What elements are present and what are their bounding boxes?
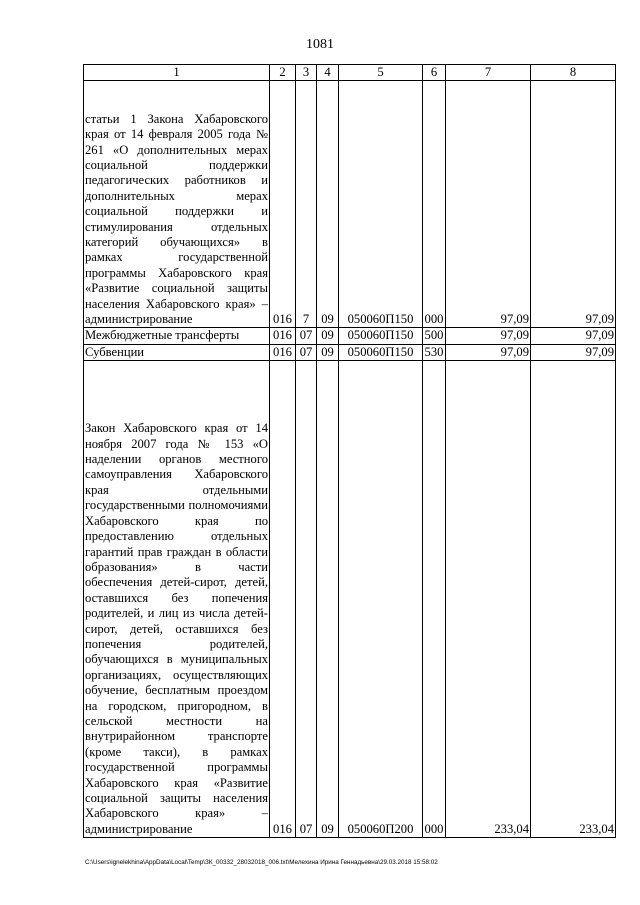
row-name-cell — [84, 328, 270, 344]
column-header: 3 — [296, 65, 317, 81]
amount-2020: 233,04 — [531, 361, 616, 838]
column-header: 4 — [317, 65, 339, 81]
amount-2020: 97,09 — [531, 344, 616, 360]
amount-2020: 97,09 — [531, 81, 616, 328]
ministry-code: 016 — [270, 361, 296, 838]
amount-2019: 97,09 — [446, 344, 531, 360]
expense-type-code: 000 — [423, 361, 446, 838]
row-name: Субвенции — [85, 344, 145, 359]
section-code: 07 — [296, 328, 317, 344]
column-header: 8 — [531, 65, 616, 81]
amount-2019: 97,09 — [446, 328, 531, 344]
subsection-code: 09 — [317, 361, 339, 838]
column-header: 1 — [84, 65, 270, 81]
row-name-cell — [84, 344, 270, 360]
expense-type-code: 530 — [423, 344, 446, 360]
table-row — [84, 81, 616, 328]
column-header: 6 — [423, 65, 446, 81]
row-name: Межбюджетные трансферты — [85, 328, 240, 343]
row-name-cell — [84, 81, 270, 328]
page-number: 1081 — [306, 37, 334, 52]
expense-type-code: 000 — [423, 81, 446, 328]
amount-2020: 97,09 — [531, 328, 616, 344]
target-article-code: 050060П150 — [339, 81, 423, 328]
section-code: 7 — [296, 81, 317, 328]
subsection-code: 09 — [317, 344, 339, 360]
document-footer-path: C:\Users\ignelekhina\AppData\Local\Temp\ЗК_00332_28032018_006.txt\Мелехина Ирина Геннадьевна\29.03.2018 15:58:02 — [85, 859, 438, 866]
section-code: 07 — [296, 344, 317, 360]
ministry-code: 016 — [270, 344, 296, 360]
row-name: Закон Хабаровского края от 14 ноября 2007 года № 153 «О наделении органов местного самоуправления Хабаровского края отдельными государственными полномочиями Хабаровского края по предоставлению отдельных гарантий прав граждан в области образования» в части обеспечения детей-сирот, детей, оставшихся без попечения родителей, и лиц из числа детей-сирот, детей, оставшихся без попечения родителей, обучающихся в муниципальных организациях, осуществляющих обучение, бесплатным проездом на городском, пригородном, в сельской местности на внутрирайонном транспорте (кроме такси), в рамках государственной программы Хабаровского края «Развитие социальной защиты населения Хабаровского края» – администрирование — [85, 421, 268, 836]
amount-2019: 233,04 — [446, 361, 531, 838]
table-row — [84, 344, 616, 360]
row-name-cell — [84, 361, 270, 838]
column-header: 2 — [270, 65, 296, 81]
target-article-code: 050060П150 — [339, 328, 423, 344]
column-header: 7 — [446, 65, 531, 81]
ministry-code: 016 — [270, 328, 296, 344]
expense-type-code: 500 — [423, 328, 446, 344]
subsection-code: 09 — [317, 81, 339, 328]
table-header-row — [84, 65, 616, 81]
target-article-code: 050060П150 — [339, 344, 423, 360]
subsection-code: 09 — [317, 328, 339, 344]
ministry-code: 016 — [270, 81, 296, 328]
table-row — [84, 328, 616, 344]
budget-table — [83, 64, 616, 838]
target-article-code: 050060П200 — [339, 361, 423, 838]
row-name: статьи 1 Закона Хабаровского края от 14 февраля 2005 года № 261 «О дополнительных мерах социальной поддержки педагогических работников и дополнительных мерах социальной поддержки и стимулирования отдельных категорий обучающихся» в рамках государственной программы Хабаровского края «Развитие социальной защиты населения Хабаровского края» – администрирование — [85, 111, 268, 326]
section-code: 07 — [296, 361, 317, 838]
table-row — [84, 361, 616, 838]
amount-2019: 97,09 — [446, 81, 531, 328]
column-header: 5 — [339, 65, 423, 81]
